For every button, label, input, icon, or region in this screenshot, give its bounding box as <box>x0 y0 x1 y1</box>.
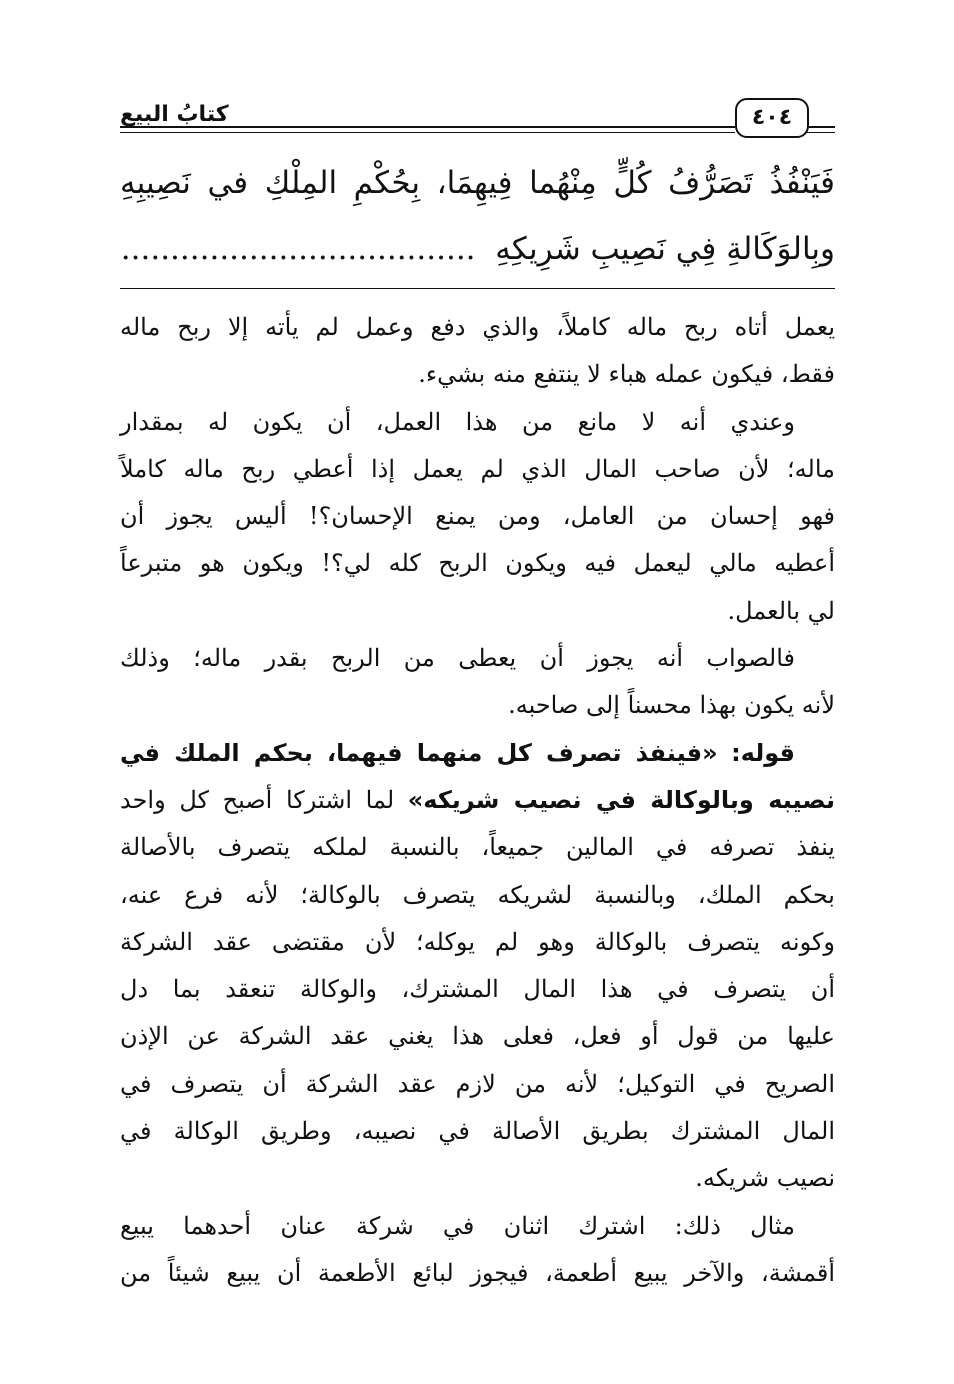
header-rule <box>807 126 835 128</box>
header-rule <box>120 132 735 133</box>
text-line: يعمل أتاه ربح ماله كاملاً، والذي دفع وعمل لم يأته إلا ربح ماله <box>120 313 835 341</box>
paragraph <box>120 635 835 730</box>
text-line: ينفذ تصرفه في المالين جميعاً، بالنسبة لملكه يتصرف بالأصالة <box>120 833 835 862</box>
paragraph <box>120 730 835 1203</box>
text-line: مثال ذلك: اشترك اثنان في شركة عنان أحدهما يبيع <box>120 1211 795 1240</box>
text-line: عليها من قول أو فعل، فعلى هذا يغني عقد الشركة عن الإذن <box>120 1022 835 1051</box>
paragraph <box>120 304 835 399</box>
matn-line-text: وبِالوَكَالةِ فِي نَصِيبِ شَرِيكِهِ <box>495 231 835 267</box>
text-line <box>120 777 835 824</box>
text-line: فالصواب أنه يجوز أن يعطى من الربح بقدر ماله؛ وذلك <box>120 644 795 673</box>
page-number: ٤٠٤ <box>735 98 809 138</box>
matn-dots: .................................... <box>120 231 476 267</box>
text-line: أقمشة، والآخر يبيع أطعمة، فيجوز لبائع الأطعمة أن يبيع شيئاً من <box>120 1258 835 1287</box>
text-line: أعطيه مالي ليعمل فيه ويكون الربح كله لي؟! ويكون هو متبرعاً <box>120 549 835 578</box>
text-line: أن يتصرف في هذا المال المشترك، والوكالة تنعقد بما دل <box>120 975 835 1004</box>
matn-quote: «فينفذ تصرف كل منهما فيهما، بحكم الملك في <box>120 738 718 767</box>
header-rule <box>807 132 835 133</box>
text-fragment: لما اشتركا أصبح كل واحد <box>120 785 408 814</box>
header-rule <box>120 126 735 128</box>
text-line <box>120 730 835 777</box>
text-line: لي بالعمل. <box>727 596 835 625</box>
text-line: المال المشترك بطريق الأصالة في نصيبه، وطريق الوكالة في <box>120 1117 835 1146</box>
text-line: فقط، فيكون عمله هباء لا ينتفع منه بشيء. <box>418 360 835 389</box>
text-line: ماله؛ لأن صاحب المال الذي لم يعمل إذا أعطي ربح ماله كاملاً <box>120 454 835 483</box>
commentary-body <box>120 304 835 1297</box>
book-title: كتابُ البيع <box>120 102 229 127</box>
text-line: نصيب شريكه. <box>695 1164 835 1193</box>
text-line: لأنه يكون بهذا محسناً إلى صاحبه. <box>508 691 835 720</box>
text-line: فهو إحسان من العامل، ومن يمنع الإحسان؟! أليس يجوز أن <box>120 502 835 531</box>
quote-label: قوله: <box>731 738 795 767</box>
matn-quote: نصيبه وبالوكالة في نصيب شريكه» <box>407 785 836 814</box>
matn-text <box>120 150 835 282</box>
paragraph <box>120 1203 835 1298</box>
matn-line: فَيَنْفُذُ تَصَرُّفُ كُلٍّ مِنْهُما فِيهِمَا، بِحُكْمِ المِلْكِ في نَصِيبِهِ <box>120 165 835 201</box>
text-line: الصريح في التوكيل؛ لأنه من لازم عقد الشركة أن يتصرف في <box>120 1069 835 1098</box>
text-line: بحكم الملك، وبالنسبة لشريكه يتصرف بالوكالة؛ لأنه فرع عنه، <box>120 880 835 909</box>
page-header <box>120 96 835 140</box>
text-line: وعندي أنه لا مانع من هذا العمل، أن يكون له بمقدار <box>120 407 795 436</box>
paragraph <box>120 399 835 635</box>
text-line: وكونه يتصرف بالوكالة وهو لم يوكله؛ لأن مقتضى عقد الشركة <box>120 927 835 956</box>
matn-line <box>120 216 835 282</box>
matn-separator <box>120 288 835 289</box>
